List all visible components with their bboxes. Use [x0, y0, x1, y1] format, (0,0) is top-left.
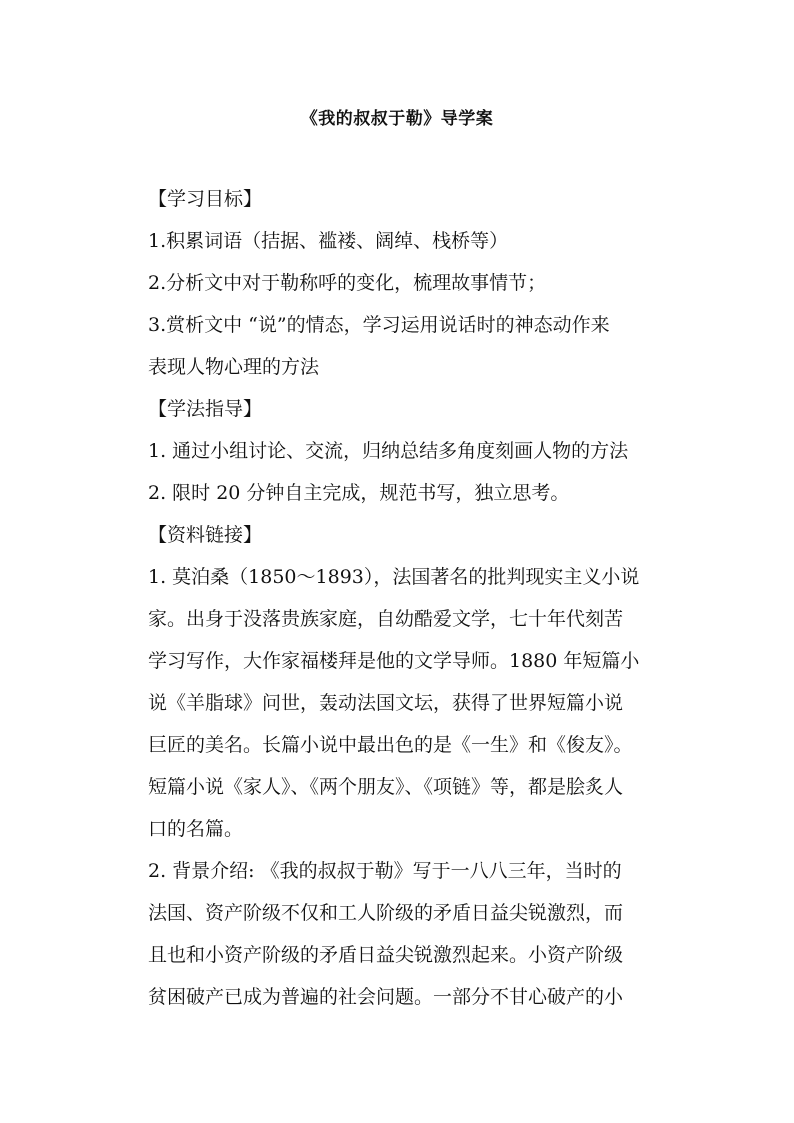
body-line: 2. 背景介绍: 《我的叔叔于勒》写于一八八三年，当时的: [148, 860, 622, 882]
body-line: 1. 莫泊桑（1850～1893），法国著名的批判现实主义小说: [148, 566, 640, 588]
body-line: 短篇小说《家人》、《两个朋友》、《项链》等，都是脍炙人: [148, 776, 624, 798]
body-line: 口的名篇。: [148, 818, 244, 840]
page-title: 《我的叔叔于勒》导学案: [300, 109, 494, 129]
section-heading-goals: 【学习目标】: [148, 188, 263, 210]
body-line: 3.赏析文中 “说”的情态，学习运用说话时的神态动作来: [148, 314, 610, 336]
body-line: 家。出身于没落贵族家庭，自幼酷爱文学，七十年代刻苦: [148, 608, 624, 630]
body-line: 2.分析文中对于勒称呼的变化，梳理故事情节；: [148, 272, 547, 294]
body-line: 学习写作，大作家福楼拜是他的文学导师。1880 年短篇小: [148, 650, 640, 672]
body-line: 2. 限时 20 分钟自主完成，规范书写，独立思考。: [148, 482, 570, 504]
body-line: 贫困破产已成为普遍的社会问题。一部分不甘心破产的小: [148, 986, 624, 1008]
body-line: 巨匠的美名。长篇小说中最出色的是《一生》和《俊友》。: [148, 734, 633, 756]
body-line: 且也和小资产阶级的矛盾日益尖锐激烈起来。小资产阶级: [148, 944, 624, 966]
body-line: 1.积累词语（拮据、褴褛、阔绰、栈桥等）: [148, 230, 509, 252]
body-line: 法国、资产阶级不仅和工人阶级的矛盾日益尖锐激烈，而: [148, 902, 624, 924]
section-heading-methods: 【学法指导】: [148, 398, 263, 420]
section-heading-resources: 【资料链接】: [148, 524, 263, 546]
body-line: 表现人物心理的方法: [148, 356, 320, 378]
body-line: 说《羊脂球》问世，轰动法国文坛，获得了世界短篇小说: [148, 692, 624, 714]
body-line: 1. 通过小组讨论、交流，归纳总结多角度刻画人物的方法: [148, 440, 629, 462]
